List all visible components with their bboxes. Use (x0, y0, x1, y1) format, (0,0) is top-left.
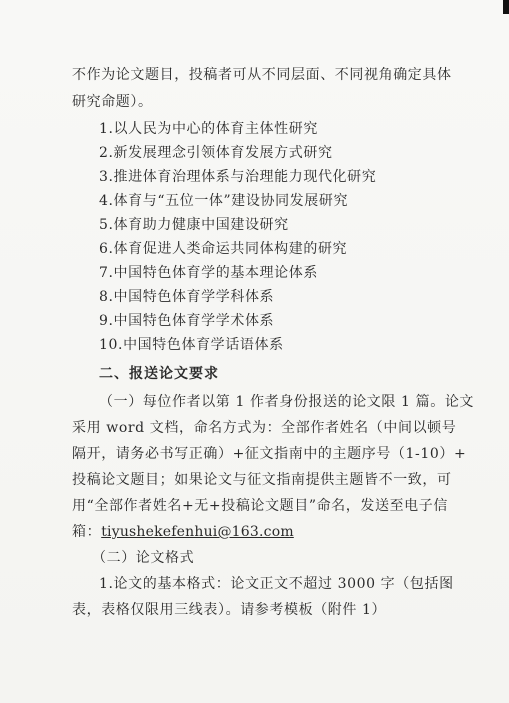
section-heading: 二、报送论文要求 (99, 366, 219, 382)
topic-item: 2.新发展理念引领体育发展方式研究 (99, 145, 333, 161)
submission-line: 采用 word 文档，命名方式为：全部作者姓名（中间以顿号 (72, 420, 457, 436)
topic-item: 3.推进体育治理体系与治理能力现代化研究 (99, 169, 377, 185)
topic-item: 8.中国特色体育学学科体系 (99, 289, 275, 305)
topic-item: 1.以人民为中心的体育主体性研究 (99, 121, 318, 137)
submission-line: 投稿论文题目；如果论文与征文指南提供主题皆不一致，可 (72, 472, 452, 488)
format-line: 1.论文的基本格式：论文正文不超过 3000 字（包括图 (99, 576, 454, 592)
scan-corner-mark (503, 0, 509, 14)
topic-item: 7.中国特色体育学的基本理论体系 (99, 265, 318, 281)
submission-line: （一）每位作者以第 1 作者身份报送的论文限 1 篇。论文 (99, 394, 475, 410)
email-label: 箱： (72, 524, 102, 540)
topic-item: 6.体育促进人类命运共同体构建的研究 (99, 241, 348, 257)
email-line (72, 523, 294, 541)
topic-item: 4.体育与“五位一体”建设协同发展研究 (99, 193, 349, 209)
format-heading: （二）论文格式 (92, 550, 195, 566)
email-address[interactable]: tiyushekefenhui@163.com (101, 524, 294, 540)
body-line: 不作为论文题目，投稿者可从不同层面、不同视角确定具体 (72, 67, 452, 83)
topic-item: 9.中国特色体育学学术体系 (99, 313, 275, 329)
submission-line: 用“全部作者姓名+无+投稿论文题目”命名，发送至电子信 (72, 498, 448, 514)
topic-item: 5.体育助力健康中国建设研究 (99, 217, 289, 233)
body-line: 研究命题）。 (72, 94, 153, 110)
submission-line: 隔开，请务必书写正确）+征文指南中的主题序号（1-10）+ (72, 446, 467, 462)
format-line: 表，表格仅限用三线表）。请参考模板（附件 1） (72, 602, 387, 618)
topic-item: 10.中国特色体育学话语体系 (99, 337, 284, 353)
